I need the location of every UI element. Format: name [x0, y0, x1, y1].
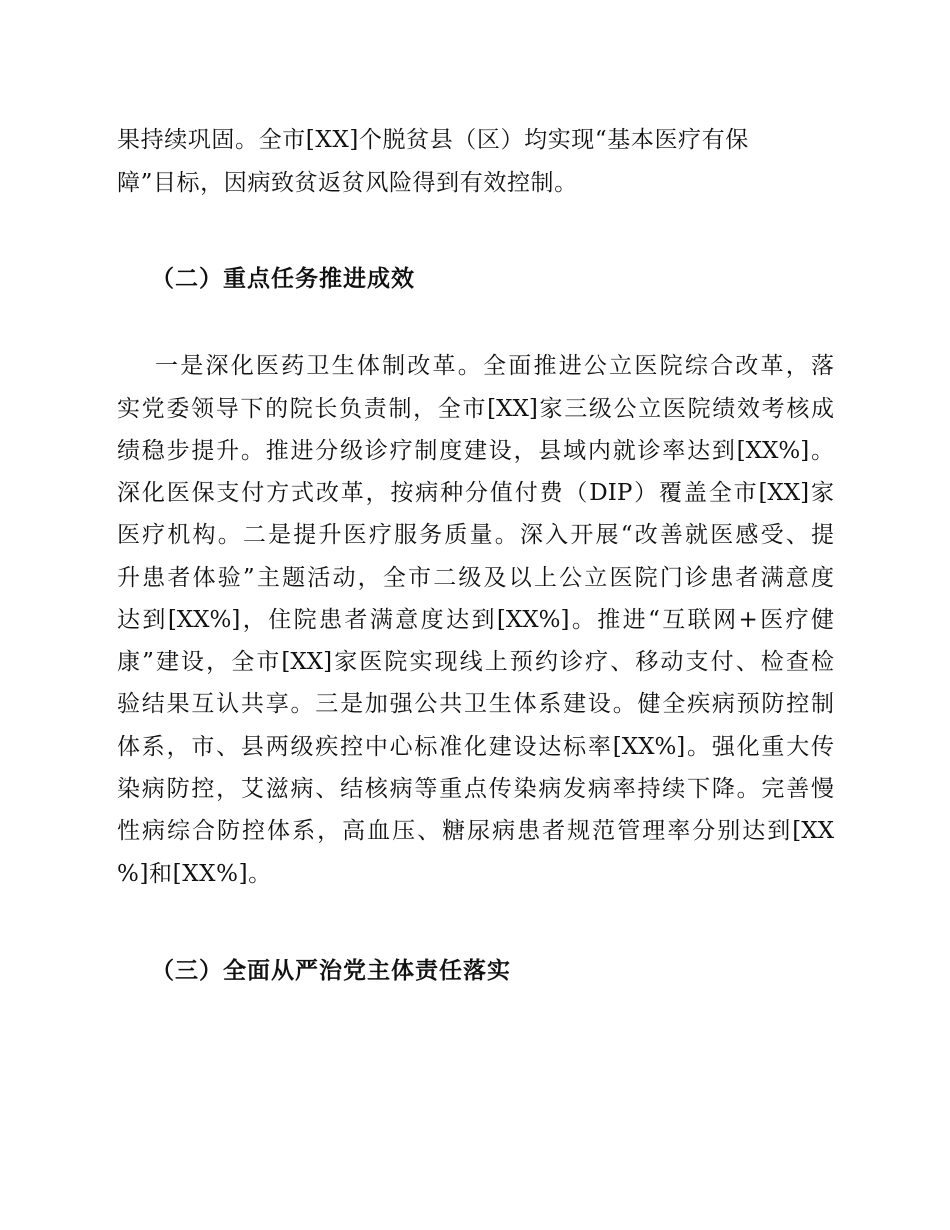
section-heading: （三）全面从严治党主体责任落实	[151, 957, 511, 984]
section-heading: （二）重点任务推进成效	[151, 265, 415, 292]
paragraph-line: %]和[XX%]。	[117, 861, 272, 887]
paragraph-line: 绩稳步提升。推进分级诊疗制度建设，县域内就诊率达到[XX%]。	[117, 438, 834, 464]
paragraph-line: 验结果互认共享。三是加强公共卫生体系建设。健全疾病预防控制	[117, 691, 834, 717]
paragraph-line: 果持续巩固。全市[XX]个脱贫县（区）均实现“基本医疗有保	[117, 127, 749, 153]
paragraph-line: 染病防控，艾滋病、结核病等重点传染病发病率持续下降。完善慢	[117, 776, 834, 802]
paragraph-line: 性病综合防控体系，高血压、糖尿病患者规范管理率分别达到[XX	[117, 818, 834, 844]
paragraph-line: 医疗机构。二是提升医疗服务质量。深入开展“改善就医感受、提	[117, 522, 834, 548]
paragraph-line: 康”建设，全市[XX]家医院实现线上预约诊疗、移动支付、检查检	[117, 649, 834, 675]
paragraph-line: 体系，市、县两级疾控中心标准化建设达标率[XX%]。强化重大传	[117, 734, 834, 760]
paragraph-line: 升患者体验”主题活动，全市二级及以上公立医院门诊患者满意度	[117, 565, 834, 591]
paragraph-line: 深化医保支付方式改革，按病种分值付费（DIP）覆盖全市[XX]家	[117, 480, 834, 506]
paragraph-line: 实党委领导下的院长负责制，全市[XX]家三级公立医院绩效考核成	[117, 396, 834, 422]
paragraph-line: 达到[XX%]，住院患者满意度达到[XX%]。推进“互联网+医疗健	[117, 607, 834, 633]
paragraph-line: 一是深化医药卫生体制改革。全面推进公立医院综合改革，落	[155, 353, 834, 379]
paragraph-line: 障”目标，因病致贫返贫风险得到有效控制。	[117, 170, 578, 196]
